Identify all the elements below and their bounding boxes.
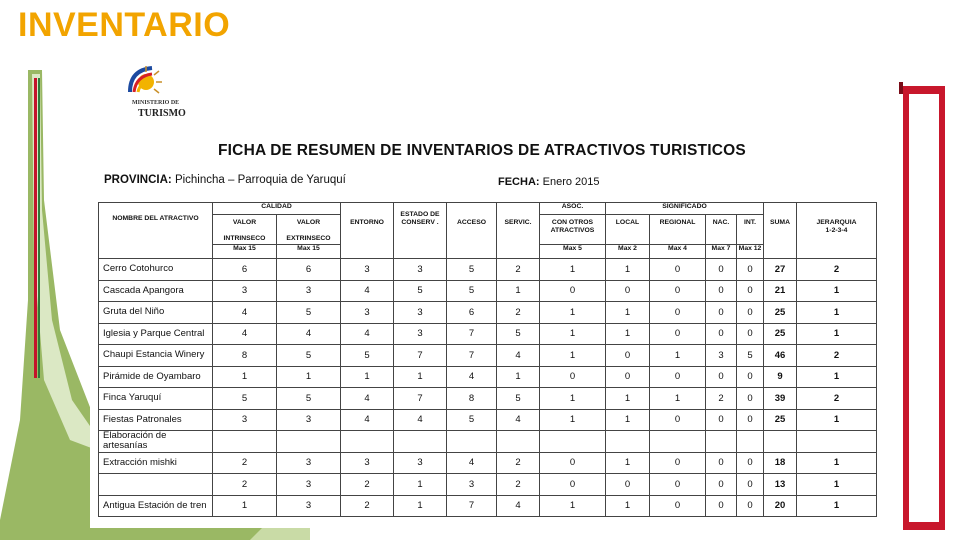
score-cell xyxy=(797,431,877,453)
score-cell: 7 xyxy=(447,323,497,345)
score-cell: 25 xyxy=(764,302,797,324)
attraction-name-cell xyxy=(99,474,213,496)
score-cell: 3 xyxy=(341,259,394,281)
score-cell xyxy=(764,431,797,453)
score-cell: 5 xyxy=(394,280,447,302)
score-cell: 3 xyxy=(277,280,341,302)
score-cell: 0 xyxy=(737,366,764,388)
score-cell: 1 xyxy=(797,366,877,388)
score-cell: 2 xyxy=(797,345,877,367)
score-cell: 25 xyxy=(764,409,797,431)
slide-title: INVENTARIO xyxy=(18,6,231,44)
score-cell: 4 xyxy=(394,409,447,431)
score-cell: 2 xyxy=(497,259,540,281)
province-line xyxy=(104,174,346,186)
score-cell: 1 xyxy=(394,366,447,388)
score-cell: 8 xyxy=(447,388,497,410)
score-cell: 1 xyxy=(606,259,650,281)
score-cell: 0 xyxy=(737,452,764,474)
score-cell: 3 xyxy=(277,452,341,474)
header-servic: SERVIC. xyxy=(497,203,540,259)
score-cell: 4 xyxy=(341,388,394,410)
header-calidad: CALIDAD xyxy=(213,203,341,215)
header-estado: ESTADO DE CONSERV . xyxy=(394,203,447,259)
score-cell: 2 xyxy=(213,474,277,496)
table-row xyxy=(99,495,877,517)
inventory-table-body xyxy=(99,259,877,517)
table-row xyxy=(99,452,877,474)
score-cell: 20 xyxy=(764,495,797,517)
attraction-name-cell: Iglesia y Parque Central xyxy=(99,323,213,345)
header-suma: SUMA xyxy=(764,203,797,259)
table-row xyxy=(99,302,877,324)
table-row xyxy=(99,431,877,453)
score-cell: 5 xyxy=(447,259,497,281)
table-row xyxy=(99,259,877,281)
score-cell: 6 xyxy=(447,302,497,324)
date-label: FECHA: xyxy=(498,176,540,188)
score-cell: 3 xyxy=(213,280,277,302)
header-int: INT. xyxy=(737,215,764,245)
score-cell: 5 xyxy=(447,409,497,431)
score-cell: 4 xyxy=(341,323,394,345)
score-cell: 39 xyxy=(764,388,797,410)
score-cell: 4 xyxy=(341,409,394,431)
score-cell: 2 xyxy=(706,388,737,410)
score-cell: 5 xyxy=(341,345,394,367)
inventory-table xyxy=(98,202,877,517)
score-cell: 18 xyxy=(764,452,797,474)
score-cell: 1 xyxy=(540,302,606,324)
score-cell: 0 xyxy=(606,280,650,302)
score-cell: 1 xyxy=(606,302,650,324)
attraction-name-cell: Extracción mishki xyxy=(99,452,213,474)
header-regional: REGIONAL xyxy=(650,215,706,245)
table-row xyxy=(99,323,877,345)
score-cell: 0 xyxy=(737,280,764,302)
score-cell: 0 xyxy=(706,366,737,388)
score-cell: 3 xyxy=(394,452,447,474)
score-cell: 1 xyxy=(797,495,877,517)
score-cell: 5 xyxy=(277,388,341,410)
score-cell: 5 xyxy=(213,388,277,410)
score-cell: 3 xyxy=(394,302,447,324)
score-cell: 7 xyxy=(447,495,497,517)
score-cell: 13 xyxy=(764,474,797,496)
table-row xyxy=(99,366,877,388)
table-row xyxy=(99,409,877,431)
score-cell: 0 xyxy=(706,474,737,496)
score-cell: 6 xyxy=(277,259,341,281)
max-cell: Max 7 xyxy=(706,245,737,259)
score-cell: 0 xyxy=(650,323,706,345)
ministerio-turismo-logo xyxy=(108,62,188,120)
score-cell xyxy=(706,431,737,453)
score-cell: 9 xyxy=(764,366,797,388)
score-cell xyxy=(497,431,540,453)
header-valor-extrinseco: VALOR EXTRINSECO xyxy=(277,215,341,245)
score-cell: 0 xyxy=(606,366,650,388)
score-cell: 0 xyxy=(737,495,764,517)
score-cell: 27 xyxy=(764,259,797,281)
header-jerarquia: JERARQUIA 1-2-3-4 xyxy=(797,203,877,259)
attraction-name-cell: Cascada Apangora xyxy=(99,280,213,302)
score-cell: 0 xyxy=(650,495,706,517)
score-cell: 1 xyxy=(797,452,877,474)
max-cell: Max 15 xyxy=(277,245,341,259)
max-cell: Max 4 xyxy=(650,245,706,259)
score-cell: 0 xyxy=(650,474,706,496)
score-cell: 1 xyxy=(540,259,606,281)
score-cell: 4 xyxy=(497,495,540,517)
score-cell: 1 xyxy=(540,345,606,367)
attraction-name-cell: Fiestas Patronales xyxy=(99,409,213,431)
attraction-name-cell: Finca Yaruquí xyxy=(99,388,213,410)
score-cell: 1 xyxy=(606,323,650,345)
score-cell: 1 xyxy=(540,388,606,410)
score-cell xyxy=(277,431,341,453)
score-cell: 6 xyxy=(213,259,277,281)
sun-logo-icon xyxy=(108,62,188,102)
inventory-document xyxy=(90,58,880,528)
table-row xyxy=(99,388,877,410)
logo-line2: TURISMO xyxy=(138,108,186,119)
table-row xyxy=(99,345,877,367)
score-cell: 1 xyxy=(606,388,650,410)
score-cell: 2 xyxy=(213,452,277,474)
score-cell: 1 xyxy=(394,495,447,517)
score-cell: 1 xyxy=(540,495,606,517)
score-cell: 0 xyxy=(606,474,650,496)
score-cell: 0 xyxy=(650,302,706,324)
score-cell: 3 xyxy=(341,302,394,324)
score-cell: 0 xyxy=(737,474,764,496)
score-cell: 0 xyxy=(650,366,706,388)
score-cell: 2 xyxy=(497,302,540,324)
max-cell: Max 5 xyxy=(540,245,606,259)
score-cell: 0 xyxy=(737,409,764,431)
date-line xyxy=(498,176,600,188)
score-cell: 5 xyxy=(277,302,341,324)
score-cell: 1 xyxy=(540,409,606,431)
score-cell: 0 xyxy=(650,452,706,474)
header-acceso: ACCESO xyxy=(447,203,497,259)
max-cell: Max 2 xyxy=(606,245,650,259)
score-cell: 3 xyxy=(394,259,447,281)
score-cell: 4 xyxy=(213,302,277,324)
score-cell: 1 xyxy=(797,280,877,302)
score-cell: 1 xyxy=(497,280,540,302)
score-cell: 4 xyxy=(447,366,497,388)
score-cell: 2 xyxy=(497,452,540,474)
score-cell: 3 xyxy=(213,409,277,431)
score-cell: 0 xyxy=(737,323,764,345)
header-valor-intrinseco: VALOR INTRINSECO xyxy=(213,215,277,245)
header-significado: SIGNIFICADO xyxy=(606,203,764,215)
attraction-name-cell: Pirámide de Oyambaro xyxy=(99,366,213,388)
attraction-name-cell: Antigua Estación de tren xyxy=(99,495,213,517)
score-cell xyxy=(650,431,706,453)
score-cell: 25 xyxy=(764,323,797,345)
score-cell: 0 xyxy=(540,366,606,388)
score-cell: 21 xyxy=(764,280,797,302)
score-cell: 5 xyxy=(447,280,497,302)
score-cell: 5 xyxy=(497,388,540,410)
score-cell: 5 xyxy=(277,345,341,367)
score-cell: 1 xyxy=(497,366,540,388)
score-cell: 4 xyxy=(447,452,497,474)
score-cell: 0 xyxy=(737,259,764,281)
header-asoc-sub: CON OTROS ATRACTIVOS xyxy=(540,215,606,245)
score-cell xyxy=(394,431,447,453)
score-cell: 0 xyxy=(706,302,737,324)
max-cell: Max 15 xyxy=(213,245,277,259)
score-cell: 1 xyxy=(797,409,877,431)
document-title: FICHA DE RESUMEN DE INVENTARIOS DE ATRACTIVOS TURISTICOS xyxy=(218,142,746,159)
score-cell: 0 xyxy=(650,259,706,281)
attraction-name-cell: Chaupi Estancia Winery xyxy=(99,345,213,367)
logo-line1: MINISTERIO DE xyxy=(132,100,180,106)
score-cell: 4 xyxy=(497,345,540,367)
score-cell: 0 xyxy=(706,323,737,345)
score-cell: 3 xyxy=(277,474,341,496)
score-cell: 3 xyxy=(277,409,341,431)
decorative-right-frame xyxy=(895,80,955,540)
header-nac: NAC. xyxy=(706,215,737,245)
score-cell: 1 xyxy=(540,323,606,345)
score-cell: 0 xyxy=(650,409,706,431)
max-cell: Max 12 xyxy=(737,245,764,259)
attraction-name-cell: Elaboración de artesanías xyxy=(99,431,213,453)
score-cell: 7 xyxy=(394,345,447,367)
score-cell xyxy=(606,431,650,453)
score-cell: 0 xyxy=(737,302,764,324)
table-row xyxy=(99,474,877,496)
score-cell: 0 xyxy=(706,495,737,517)
score-cell: 1 xyxy=(213,495,277,517)
score-cell: 1 xyxy=(797,474,877,496)
score-cell: 1 xyxy=(606,409,650,431)
score-cell xyxy=(447,431,497,453)
date-value: Enero 2015 xyxy=(542,176,600,188)
attraction-name-cell: Gruta del Niño xyxy=(99,302,213,324)
inventory-table-wrapper xyxy=(98,202,876,517)
score-cell: 2 xyxy=(797,388,877,410)
score-cell: 1 xyxy=(606,452,650,474)
header-entorno: ENTORNO xyxy=(341,203,394,259)
score-cell: 0 xyxy=(706,259,737,281)
score-cell: 0 xyxy=(540,280,606,302)
score-cell: 0 xyxy=(706,409,737,431)
score-cell: 2 xyxy=(497,474,540,496)
score-cell: 0 xyxy=(650,280,706,302)
score-cell: 1 xyxy=(394,474,447,496)
province-label: PROVINCIA: xyxy=(104,174,172,186)
score-cell: 2 xyxy=(797,259,877,281)
score-cell: 7 xyxy=(447,345,497,367)
score-cell xyxy=(737,431,764,453)
score-cell: 1 xyxy=(650,388,706,410)
score-cell xyxy=(213,431,277,453)
score-cell: 4 xyxy=(497,409,540,431)
score-cell: 5 xyxy=(737,345,764,367)
score-cell: 4 xyxy=(213,323,277,345)
score-cell: 1 xyxy=(797,323,877,345)
score-cell: 7 xyxy=(394,388,447,410)
score-cell: 1 xyxy=(277,366,341,388)
score-cell: 4 xyxy=(277,323,341,345)
score-cell: 0 xyxy=(540,474,606,496)
score-cell: 3 xyxy=(394,323,447,345)
header-local: LOCAL xyxy=(606,215,650,245)
score-cell: 1 xyxy=(213,366,277,388)
score-cell: 2 xyxy=(341,495,394,517)
header-nombre: NOMBRE DEL ATRACTIVO xyxy=(99,203,213,259)
score-cell: 1 xyxy=(341,366,394,388)
score-cell: 3 xyxy=(341,452,394,474)
score-cell xyxy=(341,431,394,453)
score-cell: 0 xyxy=(706,280,737,302)
score-cell: 5 xyxy=(497,323,540,345)
province-value: Pichincha – Parroquia de Yaruquí xyxy=(174,174,346,186)
score-cell: 0 xyxy=(540,452,606,474)
score-cell: 0 xyxy=(606,345,650,367)
score-cell: 46 xyxy=(764,345,797,367)
score-cell: 1 xyxy=(650,345,706,367)
score-cell: 0 xyxy=(706,452,737,474)
score-cell: 3 xyxy=(447,474,497,496)
score-cell: 4 xyxy=(341,280,394,302)
score-cell: 0 xyxy=(737,388,764,410)
score-cell: 3 xyxy=(277,495,341,517)
score-cell: 1 xyxy=(606,495,650,517)
score-cell xyxy=(540,431,606,453)
attraction-name-cell: Cerro Cotohurco xyxy=(99,259,213,281)
score-cell: 2 xyxy=(341,474,394,496)
score-cell: 8 xyxy=(213,345,277,367)
table-row xyxy=(99,280,877,302)
score-cell: 3 xyxy=(706,345,737,367)
header-asoc: ASOC. xyxy=(540,203,606,215)
score-cell: 1 xyxy=(797,302,877,324)
